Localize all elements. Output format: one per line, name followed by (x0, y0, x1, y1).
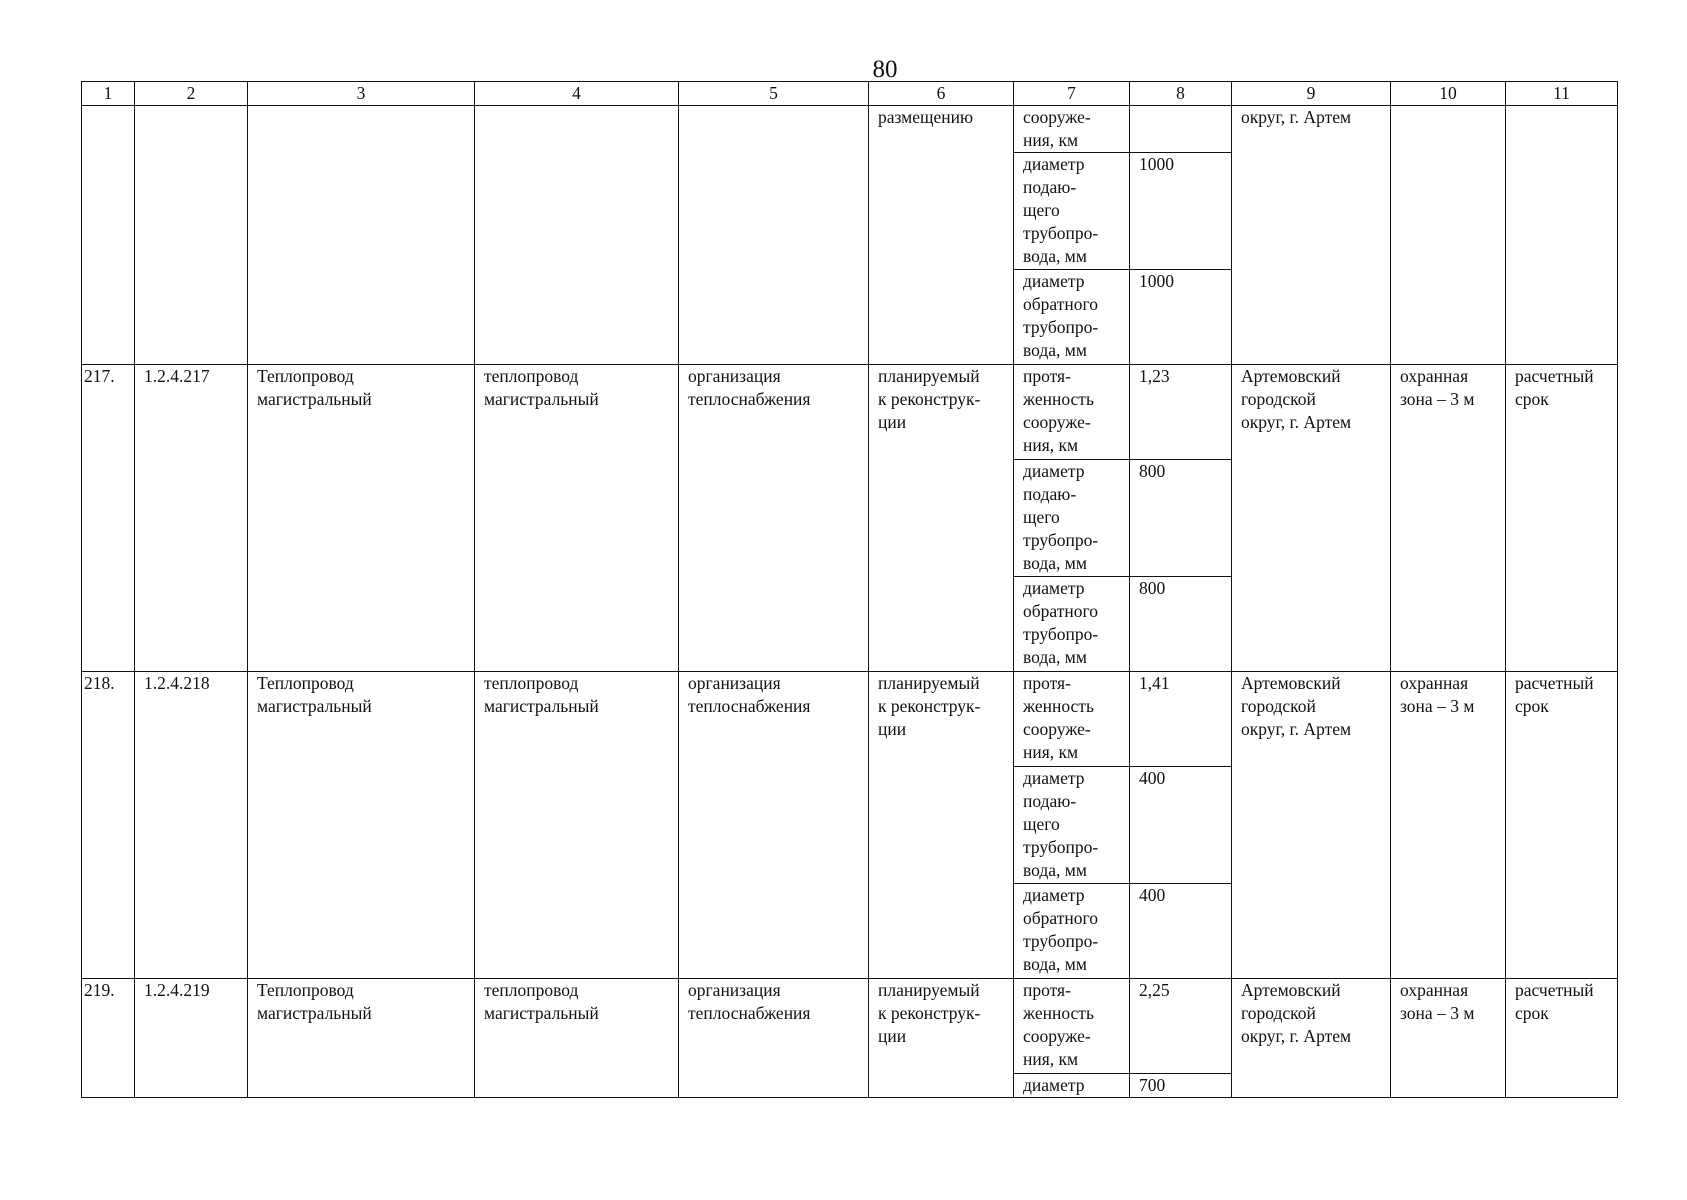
table-row (82, 979, 1618, 1074)
cell-parameter-value (1130, 106, 1232, 153)
cell-stage: планируемый к реконструк- ции (869, 365, 1014, 672)
cell-purpose: организация теплоснабжения (679, 672, 869, 979)
column-header-2: 2 (135, 82, 248, 106)
cell-row-number: 218. (82, 672, 135, 979)
cell-object-type: теплопровод магистральный (475, 979, 679, 1098)
cell-col4 (475, 106, 679, 365)
table-row (82, 672, 1618, 767)
cell-location: Артемовский городской округ, г. Артем (1232, 672, 1391, 979)
cell-term: расчетный срок (1506, 979, 1618, 1098)
cell-parameter-name: протя- женность сооруже- ния, км (1014, 672, 1130, 767)
cell-zone: охранная зона – 3 м (1391, 979, 1506, 1098)
table-row (82, 106, 1618, 153)
page-number: 80 (872, 56, 898, 83)
column-header-6: 6 (869, 82, 1014, 106)
cell-object-code: 1.2.4.218 (135, 672, 248, 979)
cell-object-code: 1.2.4.219 (135, 979, 248, 1098)
column-header-11: 11 (1506, 82, 1618, 106)
column-header-10: 10 (1391, 82, 1506, 106)
header-row (82, 82, 1618, 106)
cell-col11 (1506, 106, 1618, 365)
cell-stage: планируемый к реконструк- ции (869, 672, 1014, 979)
cell-zone: охранная зона – 3 м (1391, 672, 1506, 979)
cell-parameter-value: 1,23 (1130, 365, 1232, 460)
cell-parameter-value: 1,41 (1130, 672, 1232, 767)
cell-parameter-name: диаметр подаю- щего трубопро- вода, мм (1014, 767, 1130, 884)
cell-object-code: 1.2.4.217 (135, 365, 248, 672)
cell-col2 (135, 106, 248, 365)
cell-stage: размещению (869, 106, 1014, 365)
cell-parameter-name: диаметр подаю- щего трубопро- вода, мм (1014, 153, 1130, 270)
cell-parameter-value: 1000 (1130, 153, 1232, 270)
table-row (82, 365, 1618, 460)
cell-location: Артемовский городской округ, г. Артем (1232, 365, 1391, 672)
cell-col5 (679, 106, 869, 365)
cell-parameter-value: 700 (1130, 1074, 1232, 1098)
cell-zone: охранная зона – 3 м (1391, 365, 1506, 672)
cell-purpose: организация теплоснабжения (679, 365, 869, 672)
cell-row-number: 217. (82, 365, 135, 672)
document-table (81, 81, 1618, 1098)
cell-object-name: Теплопровод магистральный (248, 672, 475, 979)
cell-purpose: организация теплоснабжения (679, 979, 869, 1098)
cell-parameter-value: 400 (1130, 884, 1232, 979)
cell-parameter-name: диаметр обратного трубопро- вода, мм (1014, 577, 1130, 672)
cell-object-name: Теплопровод магистральный (248, 979, 475, 1098)
cell-term: расчетный срок (1506, 365, 1618, 672)
cell-parameter-value: 400 (1130, 767, 1232, 884)
cell-parameter-name: протя- женность сооруже- ния, км (1014, 365, 1130, 460)
cell-location: округ, г. Артем (1232, 106, 1391, 365)
column-header-4: 4 (475, 82, 679, 106)
cell-col10 (1391, 106, 1506, 365)
cell-parameter-name: протя- женность сооруже- ния, км (1014, 979, 1130, 1074)
cell-parameter-value: 1000 (1130, 270, 1232, 365)
cell-stage: планируемый к реконструк- ции (869, 979, 1014, 1098)
cell-term: расчетный срок (1506, 672, 1618, 979)
cell-object-name: Теплопровод магистральный (248, 365, 475, 672)
cell-parameter-name: сооруже- ния, км (1014, 106, 1130, 153)
column-header-9: 9 (1232, 82, 1391, 106)
cell-row-number: 219. (82, 979, 135, 1098)
cell-parameter-name: диаметр подаю- щего трубопро- вода, мм (1014, 460, 1130, 577)
column-header-7: 7 (1014, 82, 1130, 106)
cell-col1 (82, 106, 135, 365)
column-header-1: 1 (82, 82, 135, 106)
cell-object-type: теплопровод магистральный (475, 365, 679, 672)
column-header-8: 8 (1130, 82, 1232, 106)
cell-object-type: теплопровод магистральный (475, 672, 679, 979)
cell-col3 (248, 106, 475, 365)
cell-parameter-name: диаметр (1014, 1074, 1130, 1098)
cell-parameter-name: диаметр обратного трубопро- вода, мм (1014, 270, 1130, 365)
cell-parameter-name: диаметр обратного трубопро- вода, мм (1014, 884, 1130, 979)
cell-parameter-value: 800 (1130, 577, 1232, 672)
cell-parameter-value: 2,25 (1130, 979, 1232, 1074)
cell-parameter-value: 800 (1130, 460, 1232, 577)
column-header-5: 5 (679, 82, 869, 106)
cell-location: Артемовский городской округ, г. Артем (1232, 979, 1391, 1098)
column-header-3: 3 (248, 82, 475, 106)
